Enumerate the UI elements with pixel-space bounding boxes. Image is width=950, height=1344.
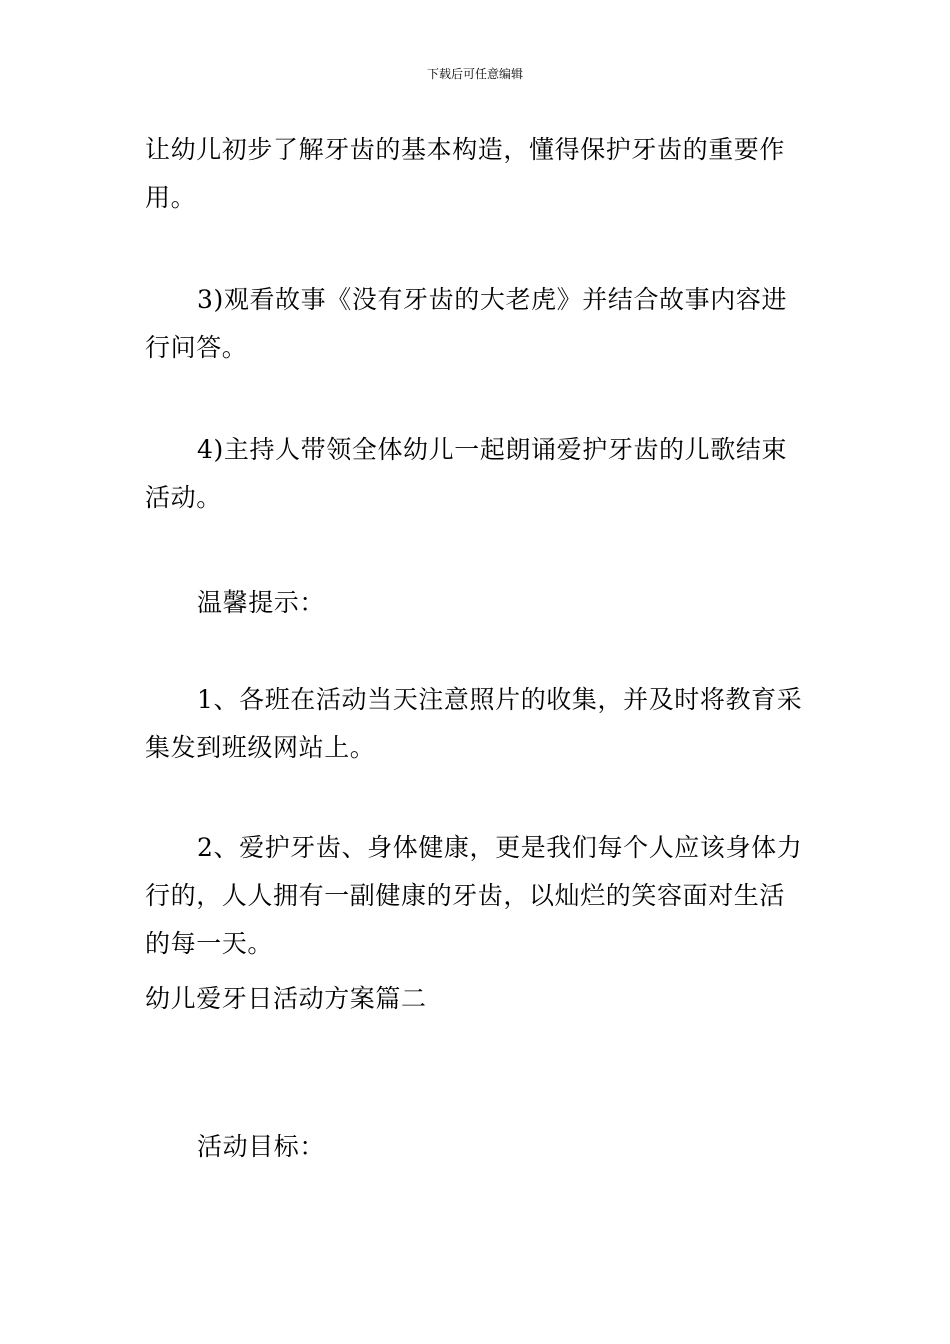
paragraph-tip-2: 2、爱护牙齿、身体健康，更是我们每个人应该身体力行的，人人拥有一副健康的牙齿，以灿烂的笑容面对生活的每一天。 — [145, 833, 803, 958]
section-title: 幼儿爱牙日活动方案篇二 — [145, 984, 427, 1013]
paragraph-tip-1: 1、各班在活动当天注意照片的收集，并及时将教育采集发到班级网站上。 — [145, 685, 803, 762]
paragraph-step-4: 4)主持人带领全体幼儿一起朗诵爱护牙齿的儿歌结束活动。 — [145, 435, 788, 512]
paragraph-goals-heading: 活动目标： — [197, 1132, 326, 1161]
paragraph-tips-heading: 温馨提示： — [197, 588, 326, 617]
page-header: 下载后可任意编辑 — [426, 67, 523, 81]
paragraph-step-3: 3)观看故事《没有牙齿的大老虎》并结合故事内容进行问答。 — [145, 285, 788, 362]
paragraph-purpose: 让幼儿初步了解牙齿的基本构造，懂得保护牙齿的重要作用。 — [145, 135, 786, 212]
